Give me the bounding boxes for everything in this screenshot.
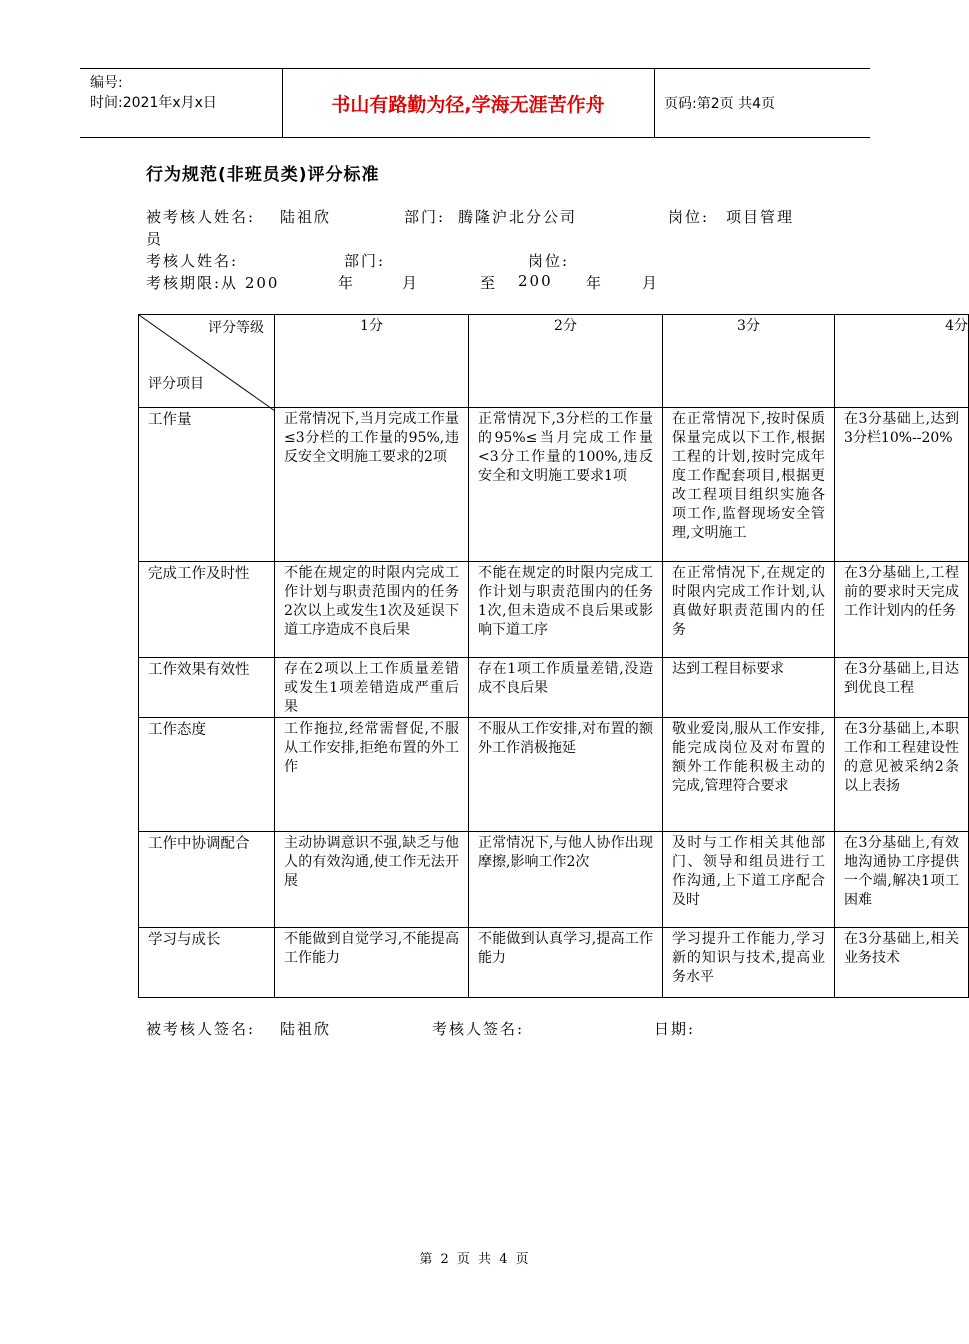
assessor-sign-label: 考核人签名: bbox=[432, 1020, 525, 1038]
item-label: 工作量 bbox=[139, 408, 275, 562]
score-cell: 主动协调意识不强,缺乏与他人的有效沟通,使工作无法开展 bbox=[275, 832, 469, 928]
item-label: 工作中协调配合 bbox=[139, 832, 275, 928]
assessee-sign-label: 被考核人签名: bbox=[146, 1020, 256, 1038]
score-cell: 在3分基础上,目达到优良工程 bbox=[835, 658, 969, 718]
score-cell: 不能做到认真学习,提高工作能力 bbox=[469, 928, 663, 998]
dept-label: 部门: bbox=[404, 208, 446, 226]
score-cell: 不能做到自觉学习,不能提高工作能力 bbox=[275, 928, 469, 998]
corner-label-item: 评分项目 bbox=[148, 376, 204, 392]
table-header-row bbox=[139, 315, 969, 408]
assessor-post-label: 岗位: bbox=[528, 252, 570, 270]
item-label: 工作态度 bbox=[139, 718, 275, 832]
item-label: 完成工作及时性 bbox=[139, 562, 275, 658]
score-cell: 不能在规定的时限内完成工作计划与职责范围内的任务1次,但未造成不良后果或影响下道工序 bbox=[469, 562, 663, 658]
header-page-info: 页码:第2页 共4页 bbox=[664, 96, 775, 112]
assessee-name: 陆祖欣 bbox=[280, 208, 332, 226]
assessee-label: 被考核人姓名: bbox=[146, 208, 256, 226]
period-month-2: 月 bbox=[642, 274, 660, 292]
document-header bbox=[80, 68, 870, 138]
assessee-sign-name: 陆祖欣 bbox=[280, 1020, 332, 1038]
page-title: 行为规范(非班员类)评分标准 bbox=[146, 165, 380, 185]
score-cell: 在3分基础上,有效地沟通协工序提供一个端,解决1项工困难 bbox=[835, 832, 969, 928]
header-motto: 书山有路勤为径,学海无涯苦作舟 bbox=[331, 93, 605, 116]
level-header: 1分 bbox=[275, 315, 469, 408]
corner-cell bbox=[139, 315, 275, 408]
score-cell: 敬业爱岗,服从工作安排,能完成岗位及对布置的额外工作能积极主动的完成,管理符合要求 bbox=[663, 718, 835, 832]
score-cell: 及时与工作相关其他部门、领导和组员进行工作沟通,上下道工序配合及时 bbox=[663, 832, 835, 928]
post-label: 岗位: bbox=[668, 208, 710, 226]
assessor-dept-label: 部门: bbox=[344, 252, 386, 270]
header-number-label: 编号: bbox=[90, 75, 123, 91]
score-cell: 达到工程目标要求 bbox=[663, 658, 835, 718]
score-cell: 存在2项以上工作质量差错或发生1项差错造成严重后果 bbox=[275, 658, 469, 718]
score-cell: 在3分基础上,工程前的要求时天完成工作计划内的任务 bbox=[835, 562, 969, 658]
score-cell: 工作拖拉,经常需督促,不服从工作安排,拒绝布置的外工作 bbox=[275, 718, 469, 832]
score-cell: 不服从工作安排,对布置的额外工作消极拖延 bbox=[469, 718, 663, 832]
score-cell: 不能在规定的时限内完成工作计划与职责范围内的任务2次以上或发生1次及延误下道工序造成不良后果 bbox=[275, 562, 469, 658]
table-row bbox=[139, 832, 969, 928]
period-year-1: 年 bbox=[338, 274, 356, 292]
period-label: 考核期限:从 200 bbox=[146, 274, 280, 292]
assessor-label: 考核人姓名: bbox=[146, 252, 239, 270]
table-row bbox=[139, 658, 969, 718]
period-year-prefix-2: 200 bbox=[518, 272, 553, 290]
level-header: 2分 bbox=[469, 315, 663, 408]
item-label: 学习与成长 bbox=[139, 928, 275, 998]
page-footer: 第 2 页 共 4 页 bbox=[419, 1252, 531, 1267]
period-month-1: 月 bbox=[402, 274, 420, 292]
score-cell: 正常情况下,当月完成工作量≤3分栏的工作量的95%,违反安全文明施工要求的2项 bbox=[275, 408, 469, 562]
table-row bbox=[139, 408, 969, 562]
level-header: 4分 bbox=[835, 315, 969, 408]
scoring-table bbox=[138, 314, 969, 998]
score-cell: 在正常情况下,在规定的时限内完成工作计划,认真做好职责范围内的任务 bbox=[663, 562, 835, 658]
date-label: 日期: bbox=[654, 1020, 696, 1038]
post-value: 项目管理 bbox=[726, 208, 795, 226]
item-label: 工作效果有效性 bbox=[139, 658, 275, 718]
corner-label-level: 评分等级 bbox=[208, 320, 264, 336]
table-row bbox=[139, 718, 969, 832]
period-to: 至 bbox=[480, 274, 498, 292]
score-cell: 学习提升工作能力,学习新的知识与技术,提高业务水平 bbox=[663, 928, 835, 998]
header-meta bbox=[90, 73, 217, 113]
score-cell: 在正常情况下,按时保质保量完成以下工作,根据工程的计划,按时完成年度工作配套项目,根据更改工程项目组织实施各项工作,监督现场安全管理,文明施工 bbox=[663, 408, 835, 562]
period-year-2: 年 bbox=[586, 274, 604, 292]
dept-value: 腾隆沪北分公司 bbox=[458, 208, 578, 226]
header-divider bbox=[654, 69, 655, 137]
table-row bbox=[139, 562, 969, 658]
score-cell: 在3分基础上,达到3分栏10%--20% bbox=[835, 408, 969, 562]
score-cell: 存在1项工作质量差错,没造成不良后果 bbox=[469, 658, 663, 718]
score-cell: 正常情况下,与他人协作出现摩擦,影响工作2次 bbox=[469, 832, 663, 928]
post-value-wrap: 员 bbox=[146, 230, 164, 248]
score-cell: 在3分基础上,相关业务技术 bbox=[835, 928, 969, 998]
level-header: 3分 bbox=[663, 315, 835, 408]
score-cell: 在3分基础上,本职工作和工程建设性的意见被采纳2条以上表扬 bbox=[835, 718, 969, 832]
score-cell: 正常情况下,3分栏的工作量的95%≤当月完成工作量<3分工作量的100%,违反安全和文明施工要求1项 bbox=[469, 408, 663, 562]
table-row bbox=[139, 928, 969, 998]
header-time-label: 时间:2021年x月x日 bbox=[90, 95, 217, 111]
